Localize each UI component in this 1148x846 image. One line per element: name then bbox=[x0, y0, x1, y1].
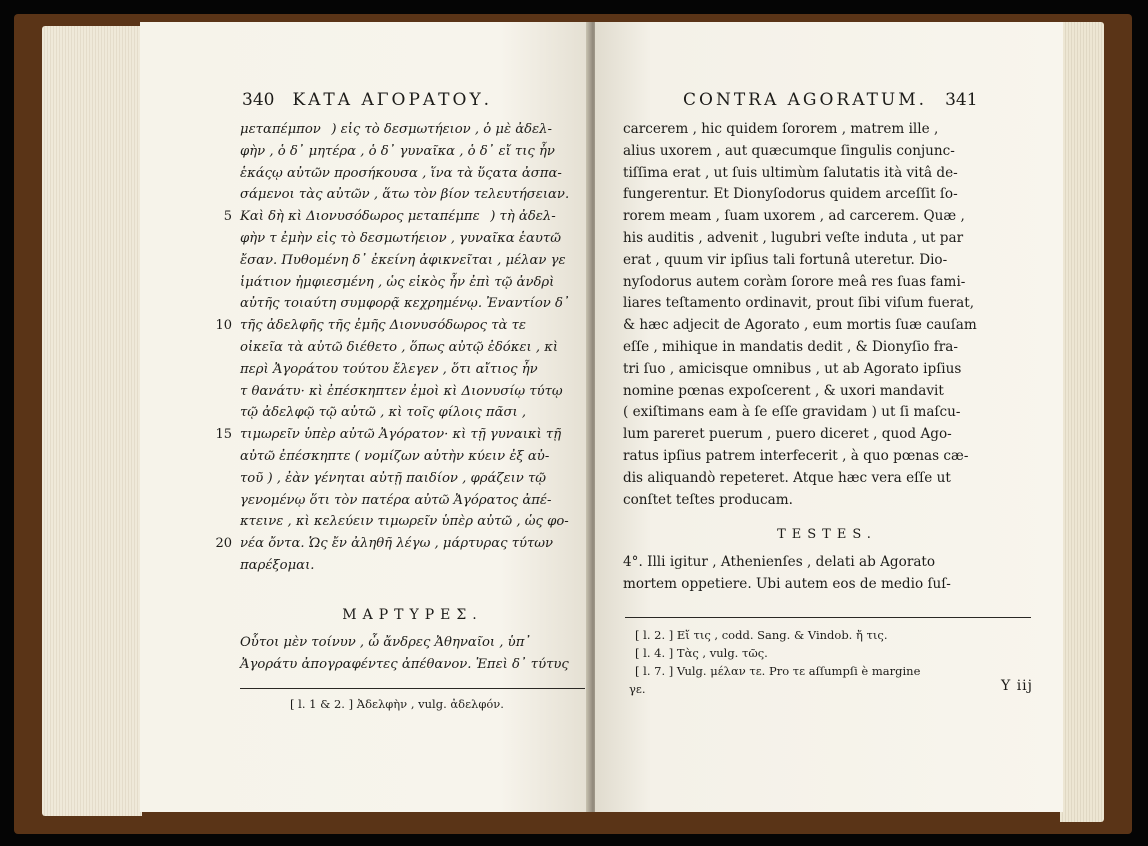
left-footnote: [ l. 1 & 2. ] Ἀδελφὴν , vulg. ἀδελφόν. bbox=[290, 697, 504, 711]
greek-line-text: νέα ὄντα. Ὡς ἔν ἀληθῆ λέγω , μάρτυρας τύτων bbox=[240, 536, 554, 552]
latin-line: carcerem , hic quidem ſororem , matrem ille , bbox=[623, 121, 939, 137]
greek-line bbox=[240, 163, 585, 185]
latin-line: mortem oppetiere. Ubi autem eos de medio ſuſ- bbox=[623, 575, 951, 592]
greek-line bbox=[240, 272, 585, 294]
greek-line bbox=[240, 468, 585, 490]
greek-line-text: ἱμάτιον ἠμφιεσμένη , ὡς εἰκὸς ἦν ἐπὶ τῷ ἀνδρὶ bbox=[240, 274, 555, 290]
footnote-rule-right bbox=[625, 617, 1031, 618]
left-running-head bbox=[242, 90, 587, 110]
greek-line bbox=[215, 424, 585, 446]
greek-line-text: τοῦ ) , ἐὰν γένηται αὐτῇ παιδίον , φράζειν τῷ bbox=[240, 470, 547, 486]
left-running-title: ΚΑΤΑ ΑΓΟΡΑΤΟΥ. bbox=[292, 90, 493, 110]
footnote-line: [ l. 4. ] Τὰς , vulg. τῶς. bbox=[635, 646, 768, 660]
right-page bbox=[595, 22, 1063, 812]
latin-line: 4°. Illi igitur , Athenienſes , delati ab Agorato bbox=[623, 554, 936, 570]
greek-line-text: αὐτῆς τοιαύτη συμφορᾷ κεχρημένῳ. Ἐναντίον δ᾽ bbox=[240, 296, 570, 312]
greek-line bbox=[240, 490, 585, 512]
latin-line: ( exiſtimans eam à ſe eſſe gravidam ) ut ſi maſcu- bbox=[623, 404, 961, 421]
footnote-continuation: γε. bbox=[629, 682, 646, 696]
greek-line bbox=[240, 293, 585, 315]
greek-line bbox=[240, 119, 585, 141]
greek-line bbox=[240, 141, 585, 163]
greek-line-text: φὴν , ὁ δ᾽ μητέρα , ὁ δ᾽ γυναῖκα , ὁ δ᾽ εἴ τις ἦν bbox=[240, 143, 555, 159]
greek-line-text: τῷ ἀδελφῷ τῷ αὐτῶ , κὶ τοῖς φίλοις πᾶσι , bbox=[240, 405, 527, 421]
signature-mark: Y iij bbox=[1001, 678, 1033, 694]
greek-line bbox=[240, 228, 585, 250]
greek-line: Ἀγοράτυ ἀπογραφέντες ἀπέθανον. Ἐπεὶ δ᾽ τύτυς bbox=[240, 656, 569, 672]
footnote-line: [ l. 2. ] Εἴ τις , codd. Sang. & Vindob. ἤ τις. bbox=[635, 628, 888, 642]
latin-line: his auditis , advenit , lugubri veſte induta , ut par bbox=[623, 229, 964, 246]
greek-line-text: οἰκεῖα τὰ αὐτῶ διέθετο , ὅπως αὐτῷ ἐδόκει , κὶ bbox=[240, 339, 559, 355]
line-number: 20 bbox=[215, 536, 232, 552]
page-edges-right bbox=[1060, 22, 1104, 822]
latin-line: nyſodorus autem coràm ſorore meâ res ſuas fami- bbox=[623, 273, 966, 290]
latin-line: dis aliquandò repeteret. Atque hæc vera eſſe ut bbox=[623, 469, 951, 486]
greek-line bbox=[240, 511, 585, 533]
latin-line: tiſſima erat , ut ſuis ultimùm ſalutatis ità vitâ de- bbox=[623, 164, 958, 181]
latin-line: rorem meam , ſuam uxorem , ad carcerem. Quæ , bbox=[623, 208, 965, 225]
martyres-heading: ΜΑΡΤΥΡΕΣ. bbox=[342, 607, 483, 623]
right-footnotes bbox=[629, 626, 1035, 698]
latin-line: ratus ipſius patrem interfecerit , à quo pœnas cæ- bbox=[623, 447, 969, 464]
line-number: 10 bbox=[215, 318, 232, 334]
latin-line: lum pareret puerum , puero diceret , quod Ago- bbox=[623, 426, 952, 443]
greek-text-block bbox=[215, 119, 585, 577]
greek-line-text: τῆς ἀδελφῆς τῆς ἐμῆς Διονυσόδωρος τὰ τε bbox=[240, 318, 527, 334]
line-number: 15 bbox=[215, 427, 232, 443]
greek-line-text: φὴν τ ἐμὴν εἰς τὸ δεσμωτήειον , γυναῖκα ἑαυτῶ bbox=[240, 230, 561, 246]
greek-line: Οὗτοι μὲν τοίνυν , ὦ ἄνδρες Ἀθηναῖοι , ὑπ᾽ bbox=[240, 635, 531, 650]
greek-line bbox=[240, 250, 585, 272]
greek-line bbox=[240, 359, 585, 381]
latin-line: eſſe , mihique in mandatis dedit , & Dionyſio fra- bbox=[623, 338, 958, 355]
latin-line: liares teſtamento ordinavit, prout ſibi viſum fuerat, bbox=[623, 295, 975, 312]
latin-line: conſtet teſtes producam. bbox=[623, 491, 793, 508]
greek-line-text: γενομένῳ ὅτι τὸν πατέρα αὐτῶ Ἀγόρατος ἀπέ- bbox=[240, 492, 552, 508]
greek-line bbox=[240, 402, 585, 424]
greek-line-text: αὐτῶ ἐπέσκηπτε ( νομίζων αὐτὴν κύειν ἐξ αὐ- bbox=[240, 448, 550, 464]
greek-line-text: σάμενοι τὰς αὐτῶν , ἅτω τὸν βίον τελευτήσειαν. bbox=[240, 187, 570, 203]
left-page bbox=[140, 22, 590, 812]
latin-line: tri ſuo , amicisque omnibus , ut ab Agorato ipſius bbox=[623, 360, 962, 377]
latin-line: erat , quum vir ipſius tali fortunâ uteretur. Dio- bbox=[623, 251, 948, 268]
left-page-number: 340 bbox=[242, 90, 275, 110]
latin-text-block-2 bbox=[623, 552, 1031, 596]
latin-line: fungerentur. Et Dionyſodorus quidem arceſſit ſo- bbox=[623, 186, 958, 203]
greek-line-text: κτεινε , κὶ κελεύειν τιμωρεῖν ὑπὲρ αὐτῶ , ὡς φο- bbox=[240, 514, 569, 530]
greek-line bbox=[240, 337, 585, 359]
right-running-title: CONTRA AGORATUM. bbox=[683, 90, 928, 110]
page-edges-left bbox=[42, 26, 142, 816]
greek-line-text: ἑκάςῳ αὐτῶν προσήκουσα , ἵνα τὰ ὕςατα ἀσπα- bbox=[240, 165, 562, 181]
greek-line bbox=[240, 446, 585, 468]
greek-line bbox=[215, 533, 585, 555]
greek-line bbox=[240, 184, 585, 206]
footnote-rule-left bbox=[240, 688, 585, 689]
greek-text-block-2 bbox=[240, 632, 585, 676]
greek-line-text: τ θανάτυ· κὶ ἐπέσκηπτεν ἐμοὶ κὶ Διονυσίῳ τύτῳ bbox=[240, 383, 563, 399]
greek-line-text: τιμωρεῖν ὑπὲρ αὐτῶ Ἀγόρατον· κὶ τῇ γυναικὶ τῇ bbox=[240, 427, 562, 443]
greek-line-text: ἔσαν. Πυθομένη δ᾽ ἐκείνη ἀφικνεῖται , μέλαν γε bbox=[240, 252, 566, 268]
greek-line bbox=[223, 206, 585, 228]
greek-line bbox=[240, 555, 585, 577]
right-running-head bbox=[683, 90, 1043, 110]
latin-line: & hæc adjecit de Agorato , eum mortis ſuæ cauſam bbox=[623, 317, 977, 334]
greek-line-text: Καὶ δὴ κὶ Διονυσόδωρος μεταπέμπε) τὴ ἀδελ- bbox=[240, 209, 556, 225]
greek-line bbox=[215, 315, 585, 337]
greek-line bbox=[240, 381, 585, 403]
latin-line: alius uxorem , aut quæcumque ſingulis conjunc- bbox=[623, 142, 955, 159]
testes-heading: TESTES. bbox=[777, 527, 877, 542]
greek-line-text: περὶ Ἀγοράτου τούτου ἔλεγεν , ὅτι αἴτιος ἦν bbox=[240, 361, 538, 377]
greek-line-text: παρέξομαι. bbox=[240, 557, 315, 573]
footnote-line: [ l. 7. ] Vulg. μέλαν τε. Pro τε aſſumpſi è margine bbox=[635, 664, 921, 678]
latin-text-block bbox=[623, 119, 1031, 511]
right-page-number: 341 bbox=[945, 90, 978, 110]
latin-line: nomine pœnas expoſcerent , & uxori mandavit bbox=[623, 382, 944, 399]
line-number: 5 bbox=[223, 209, 232, 225]
greek-line-text: μεταπέμπον) εἰς τὸ δεσμωτήειον , ὁ μὲ ἀδελ- bbox=[240, 122, 552, 137]
